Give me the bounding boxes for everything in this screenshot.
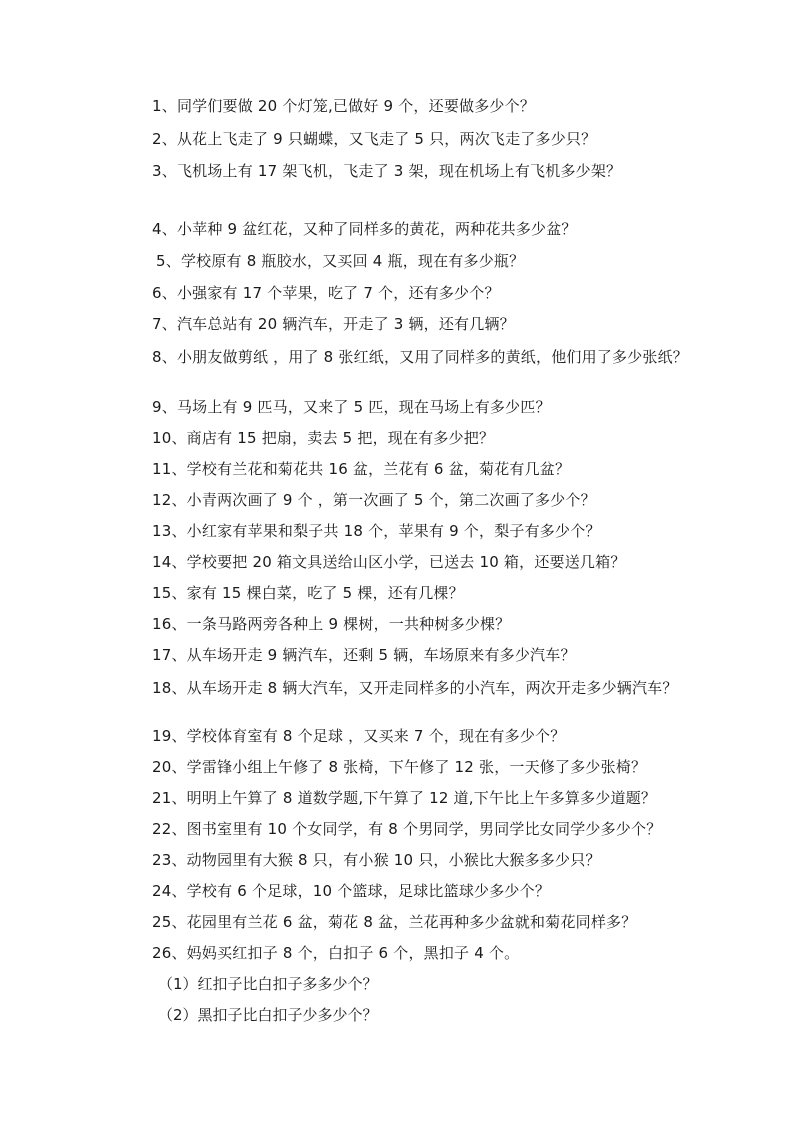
question-26: 26、妈妈买红扣子 8 个，白扣子 6 个，黑扣子 4 个。: [152, 944, 520, 962]
question-1: 1、同学们要做 20 个灯笼,已做好 9 个，还要做多少个？: [152, 97, 536, 115]
question-17: 17、从车场开走 9 辆汽车，还剩 5 辆，车场原来有多少汽车？: [152, 646, 576, 664]
question-8: 8、小朋友做剪纸 ，用了 8 张红纸，又用了同样多的黄纸，他们用了多少张纸？: [152, 348, 688, 366]
question-16: 16、一条马路两旁各种上 9 棵树，一共种树多少棵？: [152, 615, 511, 633]
question-11: 11、学校有兰花和菊花共 16 盆，兰花有 6 盆，菊花有几盆？: [152, 460, 571, 478]
question-13: 13、小红家有苹果和梨子共 18 个，苹果有 9 个，梨子有多少个？: [152, 522, 601, 540]
question-14: 14、学校要把 20 箱文具送给山区小学，已送去 10 箱，还要送几箱？: [152, 553, 626, 571]
question-5: 5、学校原有 8 瓶胶水，又买回 4 瓶，现在有多少瓶？: [156, 252, 525, 270]
question-23: 23、动物园里有大猴 8 只，有小猴 10 只，小猴比大猴多多少只？: [152, 851, 601, 869]
question-22: 22、图书室里有 10 个女同学，有 8 个男同学，男同学比女同学少多少个？: [152, 820, 662, 838]
question-3: 3、飞机场上有 17 架飞机，飞走了 3 架，现在机场上有飞机多少架？: [152, 162, 622, 180]
question-10: 10、商店有 15 把扇，卖去 5 把，现在有多少把？: [152, 429, 495, 447]
question-4: 4、小苹种 9 盆红花，又种了同样多的黄花，两种花共多少盆？: [152, 220, 577, 238]
question-20: 20、学雷锋小组上午修了 8 张椅，下午修了 12 张，一天修了多少张椅？: [152, 758, 647, 776]
question-12: 12、小青两次画了 9 个 ，第一次画了 5 个，第二次画了多少个？: [152, 491, 596, 509]
sub-question-2: （2）黑扣子比白扣子少多少个？: [158, 1006, 378, 1024]
question-6: 6、小强家有 17 个苹果，吃了 7 个，还有多少个？: [152, 284, 500, 302]
question-19: 19、学校体育室有 8 个足球 ，又买来 7 个，现在有多少个？: [152, 727, 566, 745]
question-2: 2、从花上飞走了 9 只蝴蝶，又飞走了 5 只，两次飞走了多少只？: [152, 130, 597, 148]
question-7: 7、汽车总站有 20 辆汽车，开走了 3 辆，还有几辆？: [152, 315, 515, 333]
question-25: 25、花园里有兰花 6 盆，菊花 8 盆，兰花再种多少盆就和菊花同样多？: [152, 913, 637, 931]
question-9: 9、马场上有 9 匹马，又来了 5 匹，现在马场上有多少匹？: [152, 398, 551, 416]
question-21: 21、明明上午算了 8 道数学题,下午算了 12 道,下午比上午多算多少道题？: [152, 789, 657, 807]
question-18: 18、从车场开走 8 辆大汽车，又开走同样多的小汽车，两次开走多少辆汽车？: [152, 679, 678, 697]
question-24: 24、学校有 6 个足球，10 个篮球，足球比篮球少多少个？: [152, 882, 551, 900]
question-15: 15、家有 15 棵白菜，吃了 5 棵，还有几棵？: [152, 584, 464, 602]
sub-question-1: （1）红扣子比白扣子多多少个？: [158, 975, 378, 993]
